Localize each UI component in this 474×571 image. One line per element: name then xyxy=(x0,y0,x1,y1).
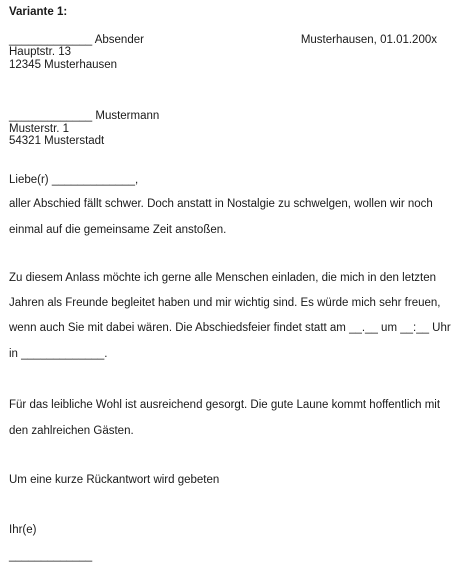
sender-blank: _____________ xyxy=(9,34,93,46)
paragraph2-line3: wenn auch Sie mit dabei wären. Die Abschiedsfeier findet statt am __.__ um __:__ Uhr xyxy=(9,322,451,334)
closing: Ihr(e) xyxy=(9,524,37,536)
recipient-blank: _____________ xyxy=(9,110,93,122)
paragraph1-line1: aller Abschied fällt schwer. Doch anstatt in Nostalgie zu schwelgen, wollen wir noch xyxy=(9,198,433,210)
paragraph2-line4: in _____________. xyxy=(9,348,108,360)
paragraph4: Um eine kurze Rückantwort wird gebeten xyxy=(9,474,220,486)
paragraph2-line1: Zu diesem Anlass möchte ich gerne alle Menschen einladen, die mich in den letzten xyxy=(9,272,437,284)
paragraph3-line1: Für das leibliche Wohl ist ausreichend gesorgt. Die gute Laune kommt hoffentlich mit xyxy=(9,399,441,411)
salutation: Liebe(r) _____________, xyxy=(9,174,139,186)
variant-heading: Variante 1: xyxy=(9,6,68,18)
recipient-line xyxy=(9,110,159,123)
recipient-name: Mustermann xyxy=(95,110,160,122)
signature-line: _____________ xyxy=(9,550,93,562)
paragraph1-line2: einmal auf die gemeinsame Zeit anstoßen. xyxy=(9,224,227,236)
sender-street: Hauptstr. 13 xyxy=(9,46,72,58)
paragraph2-line2: Jahren als Freunde begleitet haben und mir wichtig sind. Es würde mich sehr freuen, xyxy=(9,297,441,309)
sender-label: Absender xyxy=(94,34,144,46)
sender-city: 12345 Musterhausen xyxy=(9,59,118,71)
paragraph3-line2: den zahlreichen Gästen. xyxy=(9,425,134,437)
place-date: Musterhausen, 01.01.200x xyxy=(300,34,437,46)
recipient-street: Musterstr. 1 xyxy=(9,123,70,135)
recipient-city: 54321 Musterstadt xyxy=(9,135,105,147)
